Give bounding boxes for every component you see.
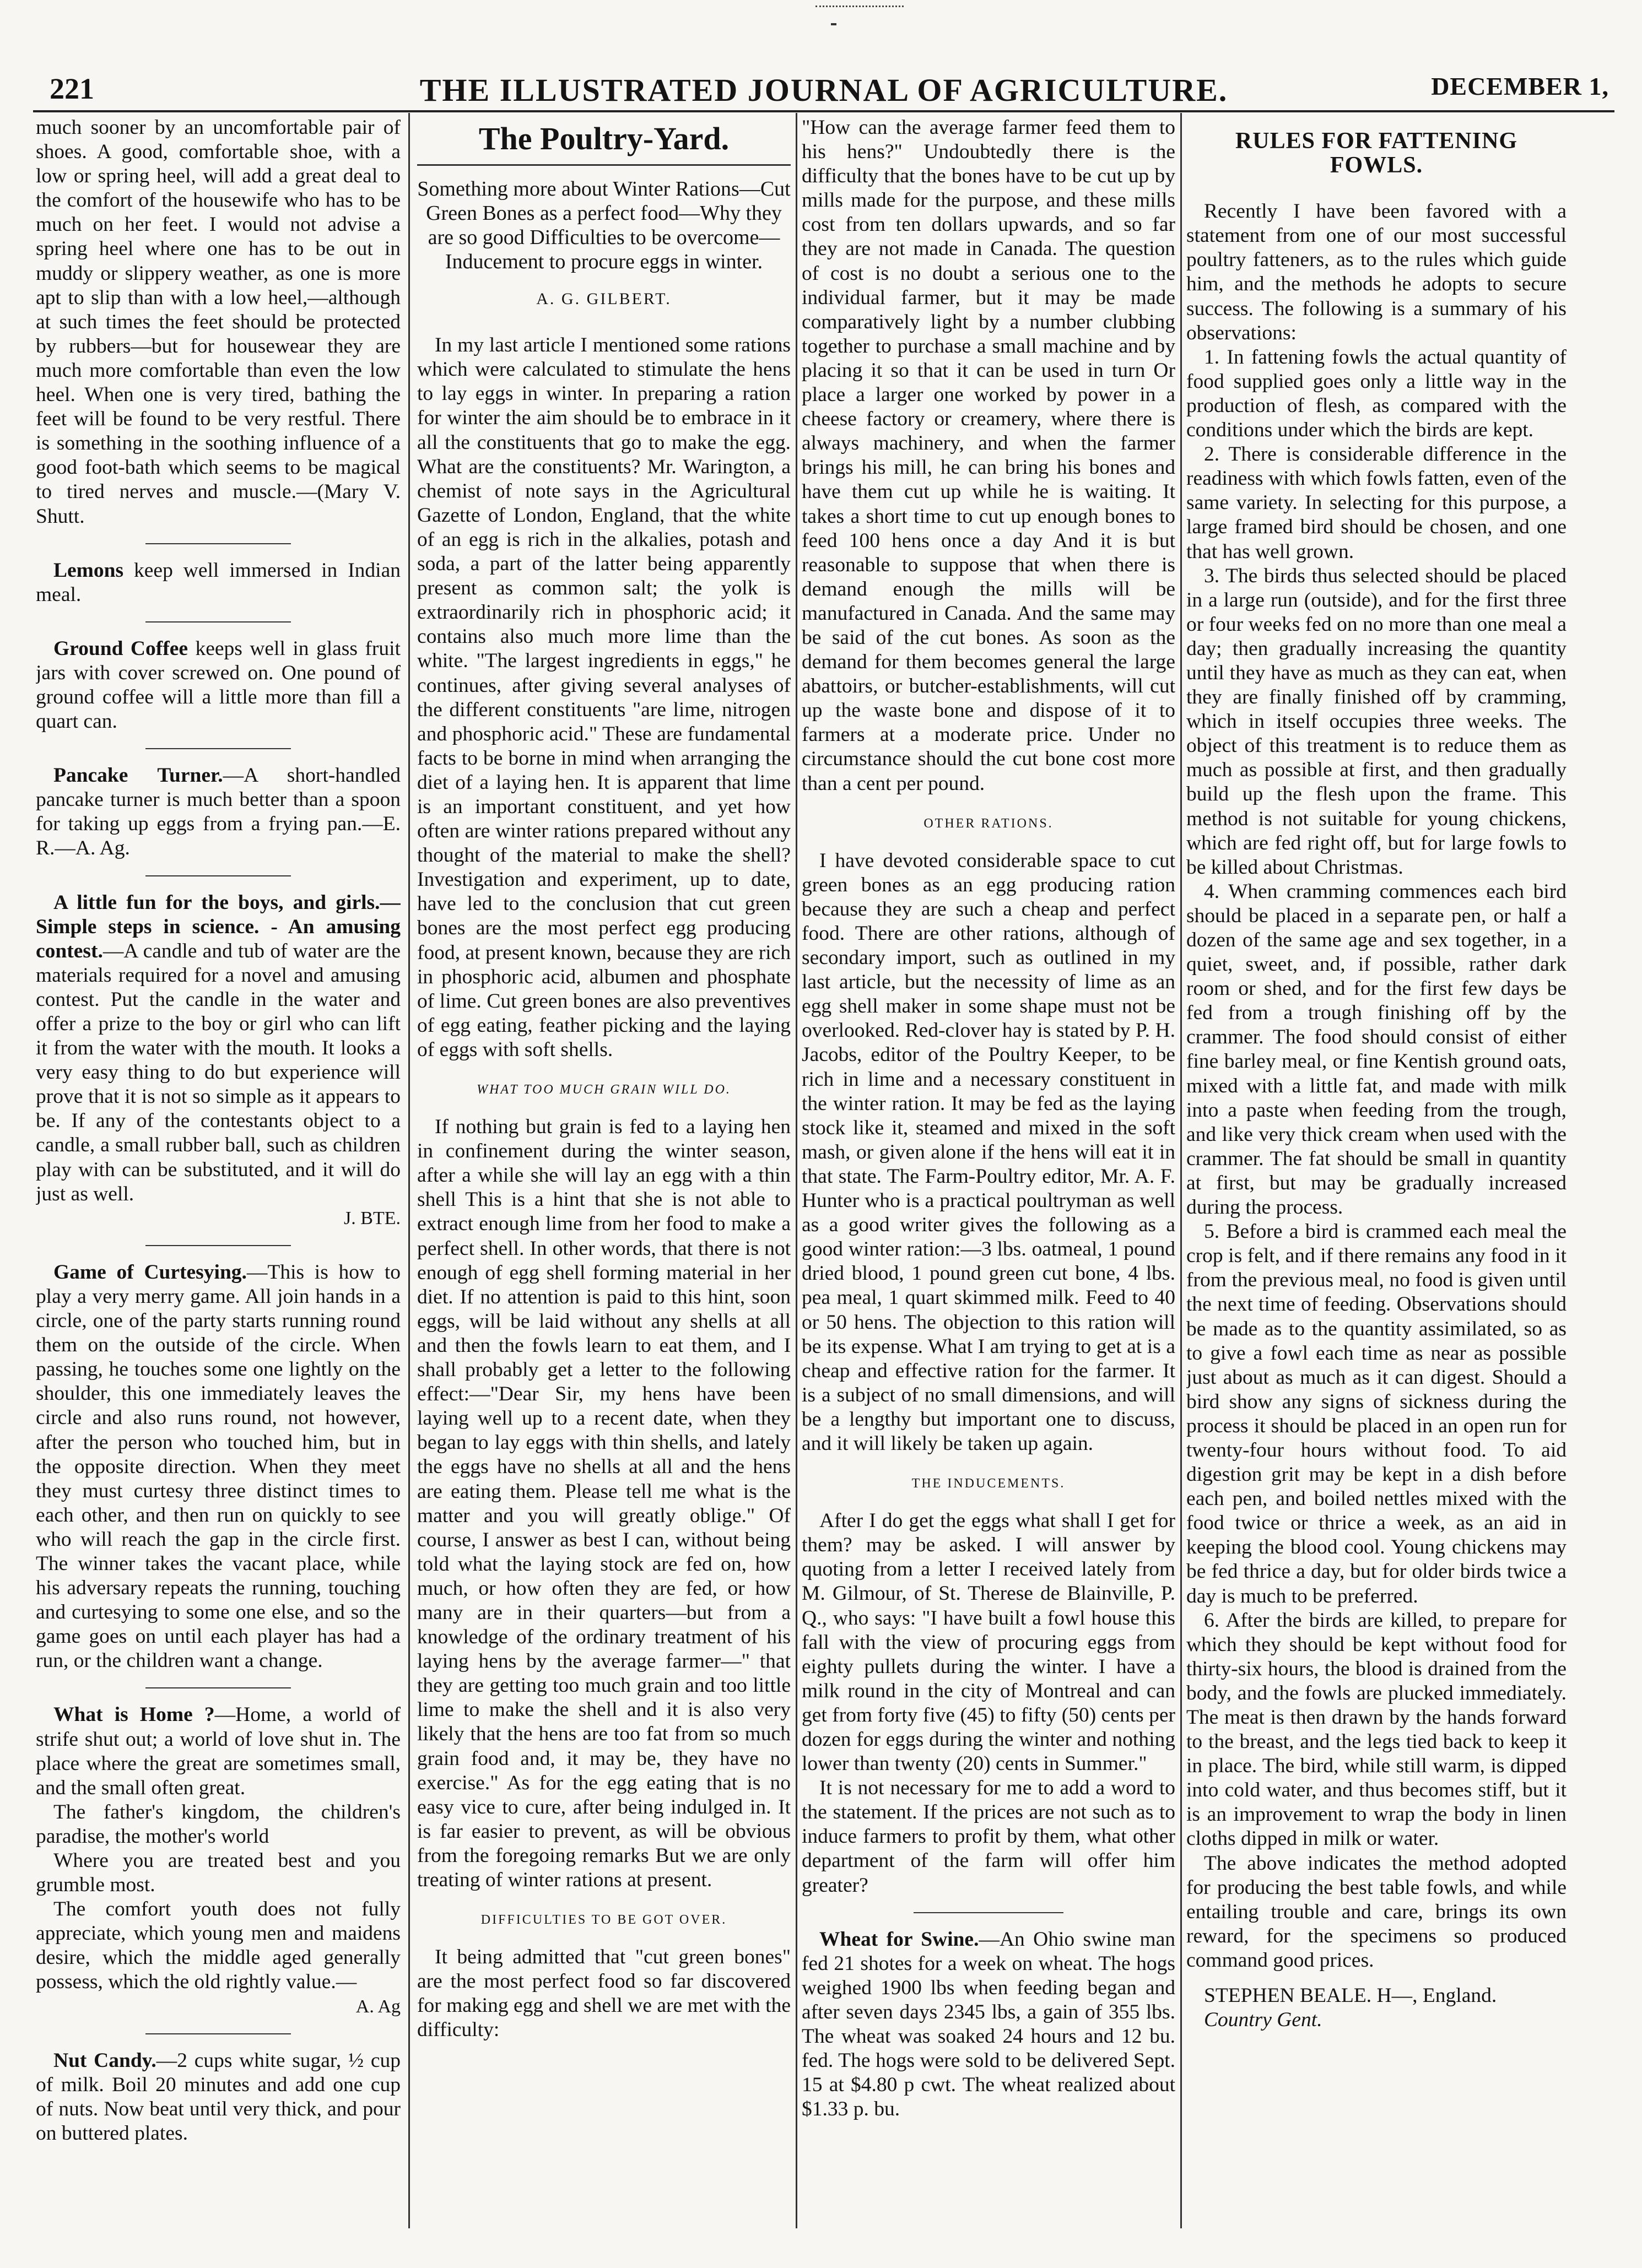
poultry-paragraph-1: In my last article I mentioned some rations which were calculated to stimulate the hens to lay eggs in winter. In preparing a ration for winter the aim should be to embrace in it all the constituents that go to make the egg. What are the constituents? Mr. Warington, a chemist of note says in the Agricultural Gazette of London, England, that the white of an egg is rich in the alkalies, potash and soda, a part of the latter being apparently present as common salt; the yolk is extraordinarily rich in phosphoric acid; it contains also much more lime than the white. "The largest ingredients in eggs," he continues, after giving several analyses of the different constituents "are lime, nitrogen and phosphoric acid." These are fundamental facts to be borne in mind when arranging the diet of a laying hen. It is apparent that lime is an important constituent, and yet how often are winter rations prepared without any thought of the material to make the shell? Investigation and experiment, up to date, have led to the conclusion that cut green bones are the most perfect egg producing food, at present known, because they are rich in phosphoric acid, albumen and phosphate of lime. Cut green bones are also preventives of egg eating, feather picking and the laying of eggs with soft shells.	[417, 334, 791, 1061]
column-4	[1186, 116, 1567, 2242]
article-wheat	[802, 1928, 1175, 2122]
separator	[145, 1687, 291, 1688]
article-coffee	[36, 637, 401, 734]
subhead-difficulties: DIFFICULTIES TO BE GOT OVER.	[480, 1913, 727, 1928]
separator	[145, 2033, 291, 2034]
article-home-text: —Home, a world of strife shut out; a world of love shut in. The place where the great are sometimes small, and the small often great.	[36, 1703, 401, 1799]
article-curtesying-lead: Game of Curtesying.	[53, 1260, 247, 1284]
rule-4: 4. When cramming commences each bird should be placed in a separate pen, or half a dozen of the same age and sex together, in a quiet, sweet, and, if possible, rather dark room or shed, and for the first few days be fed from a trough finishing off by the crammer. The food should consist of either fine barley meal, or fine Kentish ground oats, mixed with a little fat, and made with milk into a paste when feeding from the trough, and like very thick cream when used with the crammer. The fat should be small in quantity at first, but may be gradually increased during the process.	[1186, 880, 1567, 1219]
page-number: 221	[50, 72, 94, 105]
column-1	[36, 116, 401, 2242]
article-curtesying	[36, 1260, 401, 1674]
article-home-p4: The comfort youth does not fully appreciate, which young men and maidens desire, which the middle aged generally possess, which the old rightly value.—	[36, 1898, 401, 1994]
issue-date: DECEMBER 1,	[1431, 72, 1609, 100]
top-dotted-mark	[815, 6, 904, 10]
rule-6: 6. After the birds are killed, to prepare for which they should be kept without food for thirty-six hours, the blood is drained from the body, and the fowls are plucked immediately. The meat is then drawn by the hands forward to the breast, and the legs tied back to keep it in place. The bird, while still warm, is dipped into cold water, and thus becomes stiff, but it is an improvement to wrap the body in linen cloths dipped in milk or water.	[1186, 1609, 1567, 1850]
article-home-p2: The father's kingdom, the children's paradise, the mother's world	[36, 1800, 401, 1848]
column-rule	[1180, 113, 1182, 2228]
separator	[145, 621, 291, 623]
rule-2: 2. There is considerable difference in the readiness with which fowls fatten, even of the same variety. In selecting for this purpose, a large framed bird should be chosen, and one that has well grown.	[1186, 443, 1567, 563]
poultry-paragraph-3: It being admitted that "cut green bones" are the most perfect food so far discovered for making egg and shell we are met with the difficulty:	[417, 1946, 791, 2042]
poultry-paragraph-2: If nothing but grain is fed to a laying hen in confinement during the winter season, after a while she will lay an egg with a thin shell This is a hint that she is not able to extract enough lime from her food to make a perfect shell. In other words, that there is not enough of egg shell forming material in her diet. If no attention is paid to this hint, soon eggs, will be laid without any shells at all and then the fowls learn to eat them, and I shall probably get a letter to the following effect:—"Dear Sir, my hens have been laying well up to a recent date, when they began to lay eggs with thin shells, and lately the eggs have no shells at all and the hens are eating them. Please tell me what is the matter and you will greatly oblige." Of course, I answer as best I can, without being told what the laying stock are fed on, how much, or how often they are fed, or how many are in their quarters—but from a knowledge of the ordinary treatment of his laying hens by the average farmer—" that they are getting too much grain and too little lime to make the shell and it is also very likely that the hens are too fat from so much grain food and, it may be, they have no exercise." As for the egg eating that is no easy vice to cure, after being indulged in. It is far easier to prevent, as will be obvious from the foregoing remarks But we are only treating of winter rations at present.	[417, 1116, 791, 1891]
article-candy-text: —2 cups white sugar, ½ cup of milk. Boil 20 minutes and add one cup of nuts. Now beat until very thick, and pour on buttered plates.	[36, 2049, 401, 2145]
top-dash-mark	[831, 23, 836, 25]
rules-intro: Recently I have been favored with a statement from one of our most successful poultry fatteners, as to the rules which guide him, and the methods he adopts to secure success. The following is a summary of his observations:	[1186, 200, 1567, 344]
article-coffee-lead: Ground Coffee	[53, 637, 188, 660]
article-home-p3: Where you are treated best and you grumble most.	[36, 1849, 401, 1897]
article-home-lead: What is Home ?	[53, 1703, 215, 1726]
section-title: The Poultry-Yard.	[478, 121, 730, 156]
article-fun-lead: A little fun for the boys, and girls.—Simple steps in science. - An amusing contest.	[36, 891, 401, 962]
article-lemons	[36, 559, 401, 607]
poultry-continued-4: It is not necessary for me to add a word to the statement. If the prices are not such as to induce farmers to profit by them, what other department of the farm will offer him greater?	[802, 1777, 1175, 1897]
rules-conclusion: The above indicates the method adopted for producing the best table fowls, and while entailing trouble and care, brings its own reward, for the specimens so produced command good prices.	[1186, 1852, 1567, 1972]
rules-source: Country Gent.	[1204, 2009, 1322, 2032]
article-candy	[36, 2049, 401, 2146]
column-rule	[796, 113, 797, 2228]
article-fun-text: —A candle and tub of water are the materials required for a novel and amusing contest. Put the candle in the water and offer a prize to the boy or girl who can lift it from the water with the mouth. It looks a very easy thing to do but experience will prove that it is not so simple as it appears to be. If any of the contestants object to a candle, a small rubber ball, such as children play with can be substituted, and it will do just as well.	[36, 939, 401, 1205]
article-coffee-text: keeps well in glass fruit jars with cover screwed on. One pound of ground coffee will a little more than fill a quart can.	[36, 637, 401, 733]
rule-3: 3. The birds thus selected should be placed in a large run (outside), and for the first three or four weeks fed on no more than one meal a day; then gradually increasing the quantity until they have as much as they can eat, when they are finally finished off by cramming, which in itself occupies three weeks. The object of this treatment is to reduce them as much as possible at first, and then gradually build up the flesh upon the frame. This method is not suitable for young chickens, which are fed right off, but for large fowls to be killed about Christmas.	[1186, 564, 1567, 879]
article-lemons-text: keep well immersed in Indian meal.	[36, 559, 401, 606]
article-candy-lead: Nut Candy.	[53, 2049, 156, 2072]
article-pancake	[36, 764, 401, 860]
column-2	[417, 116, 791, 2242]
article-byline: A. G. GILBERT.	[536, 290, 672, 308]
article-lemons-lead: Lemons	[53, 559, 124, 582]
article-home	[36, 1703, 401, 1800]
article-wheat-text: —An Ohio swine man fed 21 shotes for a week on wheat. The hogs weighed 1900 lbs when feeding began and after seven days 2345 lbs, a gain of 355 lbs. The wheat was soaked 24 hours and 12 bu. fed. The hogs were sold to be delivered Sept. 15 at $4.80 p cwt. The wheat realized about $1.33 p. bu.	[802, 1928, 1175, 2121]
rules-signature: STEPHEN BEALE. H—, England.	[1204, 1984, 1497, 2007]
article-fun-signature: J. BTE.	[344, 1208, 401, 1228]
rule-5: 5. Before a bird is crammed each meal the crop is felt, and if there remains any food in it from the previous meal, no food is given until the next time of feeding. Observations should be made as to the quantity assimilated, so as to give a fowl each time as near as possible just about as much as it can digest. Should a bird show any signs of sickness during the process it should be placed in an open run for twenty-four hours without food. To aid digestion grit may be kept in a dish before each pen, and boiled nettles mixed with the food twice or thrice a week, as an aid in keeping the blood cool. Young chickens may be fed thrice a day, but for older birds twice a day is much to be preferred.	[1186, 1220, 1567, 1607]
article-fun	[36, 891, 401, 1206]
poultry-continued-3: After I do get the eggs what shall I get for them? may be asked. I will answer by quoting from a letter I received lately from M. Gilmour, of St. Therese de Blainville, P. Q., who says: "I have built a fowl house this fall with the view of procuring eggs from eighty pullets during the winter. I have a milk round in the city of Montreal and can get from forty five (45) to fifty (50) cents per dozen for eggs during the winter and nothing lower than twenty (20) cents in Summer."	[802, 1509, 1175, 1776]
article-wheat-lead: Wheat for Swine.	[819, 1928, 979, 1951]
rule-1: 1. In fattening fowls the actual quantity of food supplied goes only a little way in the production of flesh, as compared with the conditions under which the birds are kept.	[1186, 345, 1567, 442]
separator	[145, 875, 291, 876]
poultry-continued-1: "How can the average farmer feed them to his hens?" Undoubtedly there is the difficulty that the bones have to be cut up by mills made for the purpose, and these mills cost from ten dollars upwards, and so far they are not made in Canada. The question of cost is no doubt a serious one to the individual farmer, but it may be made comparatively light by a number clubbing together to purchase a small machine and by placing it so that it can be used in turn Or place a larger one worked by power in a cheese factory or creamery, where there is always machinery, and when the farmer brings his mill, he can bring his bones and have them cut up while he is waiting. It takes a short time to cut up enough bones to feed 100 hens once a day And it is but reasonable to suppose that when there is demand enough the mills will be manufactured in Canada. And the same may be said of the cut bones. As soon as the demand for them becomes general the large abattoirs, or butcher-establishments, will cut up the waste bone and dispose of it to farmers at a moderate price. Under no circumstance should the cut bone cost more than a cent per pound.	[802, 116, 1175, 795]
header-rule	[33, 110, 1614, 112]
separator	[145, 748, 291, 749]
article-pancake-lead: Pancake Turner.	[53, 764, 223, 787]
article-shoes-text: much sooner by an uncomfortable pair of shoes. A good, comfortable shoe, with a low or spring heel, will add a great deal to the comfort of the housewife who has to be much on her feet. I would not advise a spring heel where one has to be out in muddy or slippery weather, as one is more apt to slip than with a low heel,—although at such times the feet should be protected by rubbers—but for housewear they are much more comfortable than even the low heel. When one is very tired, bathing the feet will be found to be very restful. There is something in the soothing influence of a good foot-bath which seems to be magical to tired nerves and muscle.—(Mary V. Shutt.	[36, 116, 401, 528]
column-rule	[408, 113, 410, 2228]
article-pancake-text: —A short-handled pancake turner is much better than a spoon for taking up eggs from a frying pan.—E. R.—A. Ag.	[36, 764, 401, 860]
journal-title: THE ILLUSTRATED JOURNAL OF AGRICULTURE.	[419, 72, 1228, 108]
subhead-other-rations: OTHER RATIONS.	[923, 816, 1054, 831]
title-rule	[417, 164, 791, 166]
subhead-grain: WHAT TOO MUCH GRAIN WILL DO.	[477, 1082, 731, 1097]
separator	[145, 1245, 291, 1246]
subhead-inducements: THE INDUCEMENTS.	[911, 1476, 1066, 1491]
rules-title: RULES FOR FATTENING FOWLS.	[1235, 128, 1518, 178]
column-3	[802, 116, 1175, 2242]
separator	[145, 543, 291, 544]
page-header	[33, 72, 1614, 111]
poultry-continued-2: I have devoted considerable space to cut green bones as an egg producing ration because they are such a cheap and perfect food. There are other rations, although of secondary import, such as outlined in my last article, but the necessity of lime as an egg shell maker in some shape must not be overlooked. Red-clover hay is stated by P. H. Jacobs, editor of the Poultry Keeper, to be rich in lime and a necessary constituent in the winter ration. It may be fed as the laying stock like it, steamed and mixed in the soft mash, or given alone if the hens will eat it in that state. The Farm-Poultry editor, Mr. A. F. Hunter who is a practical poultryman as well as a good writer gives the following as a good winter ration:—3 lbs. oatmeal, 1 pound dried blood, 1 pound green cut bone, 4 lbs. pea meal, 1 quart skimmed milk. Feed to 40 or 50 hens. The objection to this ration will be its expense. What I am trying to get at is a cheap and effective ration for the farmer. It is a subject of no small dimensions, and will be a lengthy but important one to discuss, and it will likely be taken up again.	[802, 849, 1175, 1455]
separator	[914, 1912, 1063, 1913]
article-curtesying-text: —This is how to play a very merry game. All join hands in a circle, one of the party starts running round them on the outside of the circle. When passing, he touches some one lightly on the shoulder, this one immediately leaves the circle and also runs round, not however, after the person who touched him, but in the opposite direction. When they meet they must curtesy three distinct times to each other, and then run on quickly to see who will reach the gap in the circle first. The winner takes the vacant place, while his adversary repeats the running, touching and curtesying to some one else, and so the game goes on until each player has had a run, or the children want a change.	[36, 1260, 401, 1672]
article-subtitle: Something more about Winter Rations—Cut Green Bones as a perfect food—Why they are so good Difficulties to be overcome—Inducement to procure eggs in winter.	[417, 177, 791, 274]
article-home-signature: A. Ag	[355, 1996, 401, 2017]
